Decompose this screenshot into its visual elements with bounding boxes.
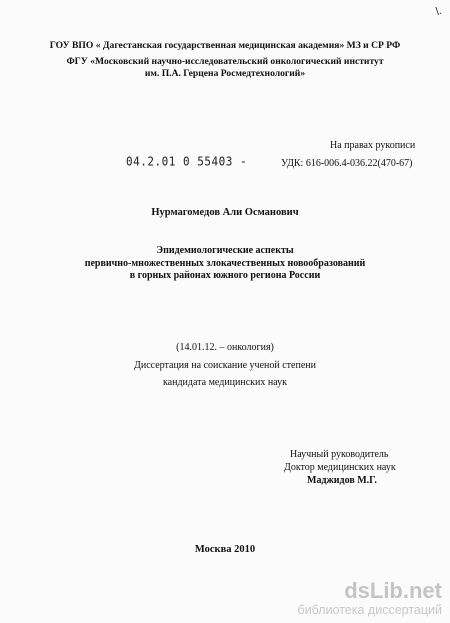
library-stamp-number: 04.2.01 0 55403 -: [126, 154, 248, 169]
title-line-3: в горных районах южного региона России: [129, 270, 321, 281]
degree-line-2: кандидата медицинских наук: [162, 377, 288, 388]
supervisor-block: [280, 448, 396, 487]
dslib-logo-name: dsLib: [344, 578, 403, 603]
supervisor-degree: Доктор медицинских наук: [284, 462, 396, 473]
dslib-logo: [298, 579, 442, 603]
dslib-tagline: библиотека диссертаций: [297, 603, 442, 617]
supervisor-name: Маджидов М.Г.: [307, 475, 377, 486]
title-line-2: первично-множественных злокачественных новообразований: [84, 257, 366, 269]
author-name: Нурмагомедов Али Османович: [151, 207, 299, 218]
manuscript-rights-label: На правах рукописи: [330, 140, 416, 151]
udc-code: УДК: 616-006.4-036.22(470-67): [281, 158, 413, 169]
degree-line-1: Диссертация на соискание ученой степени: [134, 360, 316, 371]
dissertation-title: [0, 245, 450, 283]
dslib-logo-tld: .net: [402, 578, 442, 603]
supervisor-role: Научный руководитель: [290, 449, 389, 460]
institution-line-2: ФГУ «Московский научно-исследовательский онкологический институт: [66, 56, 384, 67]
institution-line-3: им. П.А. Герцена Росмедтехнологий»: [144, 68, 306, 79]
dslib-watermark[interactable]: [298, 579, 442, 617]
title-line-1: Эпидемиологические аспекты: [156, 245, 294, 256]
scan-mark: \.: [435, 6, 442, 17]
institution-line-1: ГОУ ВПО « Дагестанская государственная медицинская академия» МЗ и СР РФ: [49, 40, 401, 51]
city-year: Москва 2010: [194, 544, 256, 555]
specialty-code: (14.01.12. – онкология): [176, 342, 274, 353]
